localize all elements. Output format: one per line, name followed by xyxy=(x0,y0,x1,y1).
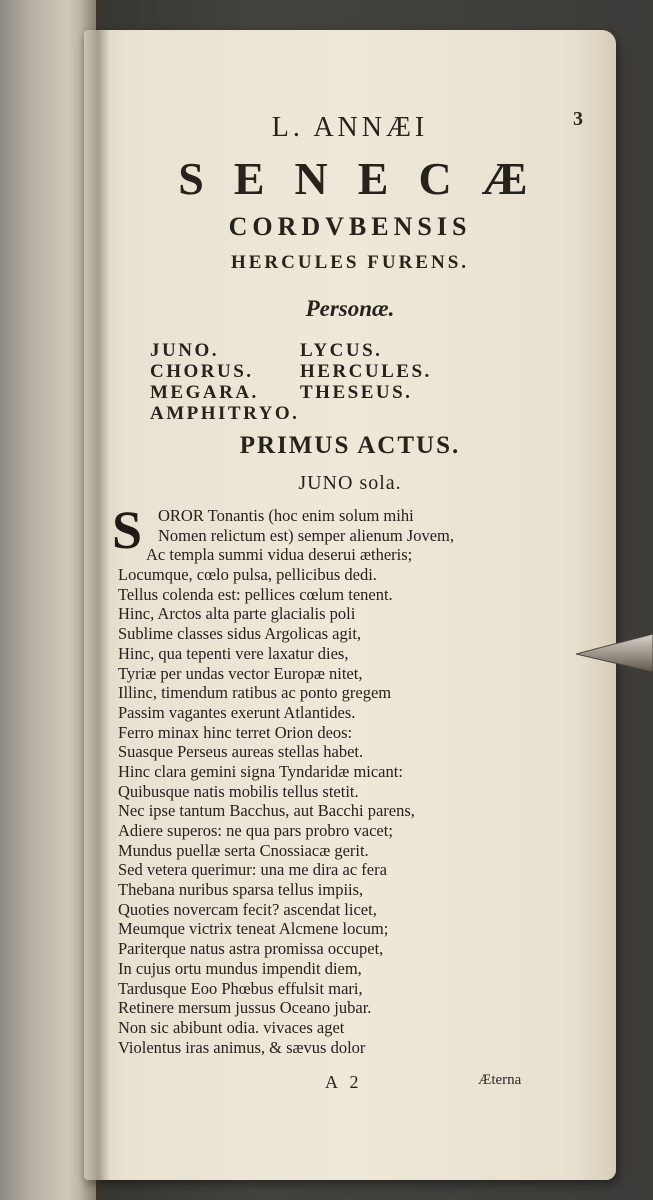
play-title: HERCULES FURENS. xyxy=(230,252,470,273)
verse-line: OROR Tonantis (hoc enim solum mihi xyxy=(158,506,414,525)
catchword: Æterna xyxy=(478,1072,522,1088)
verse-text xyxy=(118,506,548,1057)
persona-name: LYCUS. xyxy=(300,340,383,361)
verse-line: Nec ipse tantum Bacchus, aut Bacchi parens, xyxy=(118,801,415,821)
personae-list xyxy=(150,340,510,424)
verse-line: Sed vetera querimur: una me dira ac fera xyxy=(118,860,387,880)
verse-line: Violentus iras animus, & sævus dolor xyxy=(118,1037,366,1057)
personae-row xyxy=(150,340,510,361)
persona-name: CHORUS. xyxy=(150,361,254,382)
verse-line: Hinc clara gemini signa Tyndaridæ micant: xyxy=(118,761,403,781)
personae-heading: Personæ. xyxy=(305,296,395,321)
persona-name: AMPHITRYO. xyxy=(150,403,300,424)
act-heading: PRIMUS ACTUS. xyxy=(239,432,461,459)
signature-mark: A 2 xyxy=(325,1072,363,1092)
verse-line: Hinc, qua tepenti vere laxatur dies, xyxy=(118,643,349,663)
verse-line: Meumque victrix teneat Alcmene locum; xyxy=(118,919,389,939)
personae-row xyxy=(150,382,510,403)
page-number: 3 xyxy=(573,108,583,130)
verse-line: Non sic abibunt odia. vivaces aget xyxy=(118,1017,345,1037)
title-author-origin: CORDVBENSIS xyxy=(228,212,472,241)
verse-line: Ferro minax hinc terret Orion deos: xyxy=(118,722,353,742)
title-author-name: SENECÆ xyxy=(178,153,558,204)
persona-name: MEGARA. xyxy=(150,382,259,403)
persona-name xyxy=(300,403,500,424)
verse-line: Passim vagantes exerunt Atlantides. xyxy=(118,702,356,722)
verse-line: Adiere superos: ne qua pars probro vacet; xyxy=(118,821,393,840)
personae-row xyxy=(150,361,510,382)
persona-name: JUNO. xyxy=(150,340,219,361)
drop-cap: S xyxy=(112,500,143,560)
verse-line: Sublime classes sidus Argolicas agit, xyxy=(118,624,362,644)
page-pointer-icon xyxy=(576,630,653,676)
verse-line: Quibusque natis mobilis tellus stetit. xyxy=(118,781,359,801)
verse-line: Thebana nuribus sparsa tellus impiis, xyxy=(118,880,364,900)
verse-line: Hinc, Arctos alta parte glacialis poli xyxy=(118,604,356,624)
verse-line: Tyriæ per undas vector Europæ nitet, xyxy=(118,663,363,683)
verse-line: Pariterque natus astra promissa occupet, xyxy=(118,939,384,959)
title-author-praenomen: L. ANNÆI xyxy=(271,112,429,143)
persona-name: HERCULES. xyxy=(300,361,432,382)
personae-row xyxy=(150,403,510,424)
scene-heading: JUNO sola. xyxy=(298,472,402,494)
verse-line: Ac templa summi vidua deserui ætheris; xyxy=(146,545,413,565)
verse-line: Illinc, timendum ratibus ac ponto gregem xyxy=(118,683,392,703)
verse-line: Suasque Perseus aureas stellas habet. xyxy=(118,742,364,762)
verse-line: Tardusque Eoo Phœbus effulsit mari, xyxy=(118,978,363,998)
verse-line: Mundus puellæ serta Cnossiacæ gerit. xyxy=(118,840,369,860)
verse-line: Tellus colenda est: pellices cœlum tenent. xyxy=(118,584,393,604)
persona-name: THESEUS. xyxy=(300,382,413,403)
verse-line: In cujus ortu mundus impendit diem, xyxy=(118,958,362,978)
verse-line: Retinere mersum jussus Oceano jubar. xyxy=(118,998,372,1018)
verse-line: Locumque, cœlo pulsa, pellicibus dedi. xyxy=(118,565,377,585)
verse-line: Quoties novercam fecit? ascendat licet, xyxy=(118,899,377,919)
verse-line: Nomen relictum est) semper alienum Jovem, xyxy=(158,525,455,545)
